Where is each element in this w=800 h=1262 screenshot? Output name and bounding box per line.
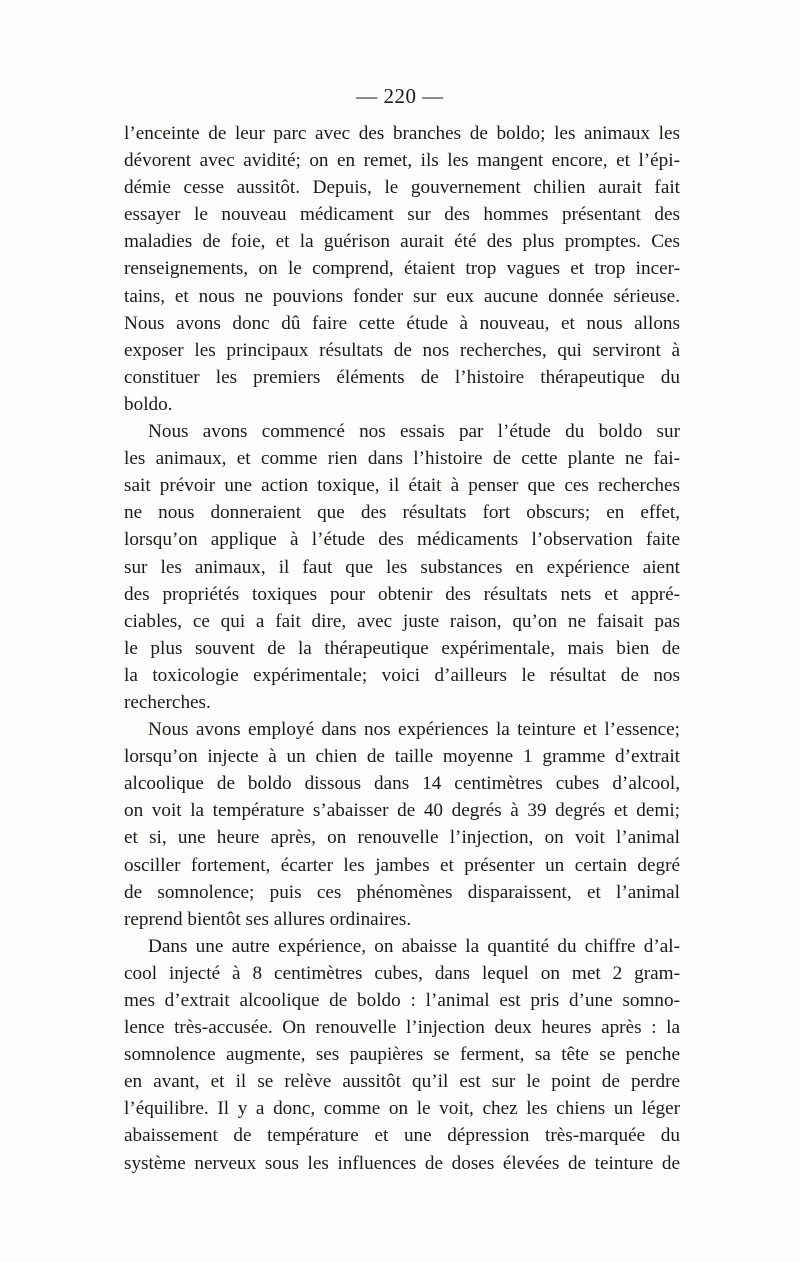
text-line: tains, et nous ne pouvions fonder sur eux aucune donnée sérieuse. bbox=[124, 285, 680, 307]
text-line: Nous avons commencé nos essais par l’étude du boldo sur bbox=[148, 421, 680, 443]
text-line: l’enceinte de leur parc avec des branches de boldo; les animaux les bbox=[124, 123, 680, 144]
body-text bbox=[124, 120, 680, 1177]
text-line: lorsqu’on applique à l’étude des médicaments l’observation faite bbox=[124, 529, 680, 551]
text-line: boldo. bbox=[124, 393, 173, 415]
text-line: reprend bientôt ses allures ordinaires. bbox=[124, 908, 412, 930]
text-line: cool injecté à 8 centimètres cubes, dans lequel on met 2 gram- bbox=[124, 962, 680, 984]
text-line: on voit la température s’abaisser de 40 degrés à 39 degrés et demi; bbox=[124, 800, 680, 822]
text-line: la toxicologie expérimentale; voici d’ailleurs le résultat de nos bbox=[124, 664, 680, 686]
text-line: mes d’extrait alcoolique de boldo : l’animal est pris d’une somno- bbox=[124, 990, 680, 1011]
text-line: essayer le nouveau médicament sur des hommes présentant des bbox=[124, 204, 680, 226]
text-line: en avant, et il se relève aussitôt qu’il est sur le point de perdre bbox=[124, 1071, 680, 1093]
text-line: l’équilibre. Il y a donc, comme on le voit, chez les chiens un léger bbox=[124, 1098, 680, 1120]
text-line: constituer les premiers éléments de l’histoire thérapeutique du bbox=[124, 366, 680, 388]
text-line: de somnolence; puis ces phénomènes disparaissent, et l’animal bbox=[124, 881, 680, 903]
text-line: les animaux, et comme rien dans l’histoire de cette plante ne fai- bbox=[124, 448, 680, 470]
text-line: ciables, ce qui a fait dire, avec juste raison, qu’on ne faisait pas bbox=[124, 610, 680, 632]
text-line: Nous avons donc dû faire cette étude à nouveau, et nous allons bbox=[124, 312, 680, 334]
text-line: osciller fortement, écarter les jambes et présenter un certain degré bbox=[124, 854, 680, 876]
text-line: renseignements, on le comprend, étaient trop vagues et trop incer- bbox=[124, 258, 680, 280]
text-line: ne nous donneraient que des résultats fort obscurs; en effet, bbox=[124, 502, 680, 524]
text-line: sur les animaux, il faut que les substances en expérience aient bbox=[124, 556, 680, 578]
text-line: lence très-accusée. On renouvelle l’injection deux heures après : la bbox=[124, 1017, 680, 1039]
text-line: somnolence augmente, ses paupières se ferment, sa tête se penche bbox=[124, 1044, 680, 1066]
text-line: et si, une heure après, on renouvelle l’injection, on voit l’animal bbox=[124, 827, 680, 849]
text-line: Nous avons employé dans nos expériences la teinture et l’essence; bbox=[148, 719, 680, 741]
text-line: alcoolique de boldo dissous dans 14 centimètres cubes d’alcool, bbox=[124, 773, 680, 795]
text-line: le plus souvent de la thérapeutique expérimentale, mais bien de bbox=[124, 637, 680, 659]
text-line: sait prévoir une action toxique, il était à penser que ces recherches bbox=[124, 475, 680, 497]
page-number: — 220 — bbox=[356, 84, 444, 108]
text-line: système nerveux sous les influences de doses élevées de teinture de bbox=[124, 1152, 680, 1174]
text-line: des propriétés toxiques pour obtenir des résultats nets et appré- bbox=[124, 583, 680, 605]
text-line: dévorent avec avidité; on en remet, ils les mangent encore, et l’épi- bbox=[124, 150, 680, 172]
text-line: maladies de foie, et la guérison aurait été des plus promptes. Ces bbox=[124, 231, 680, 253]
text-line: lorsqu’on injecte à un chien de taille moyenne 1 gramme d’extrait bbox=[124, 746, 680, 768]
text-line: démie cesse aussitôt. Depuis, le gouvernement chilien aurait fait bbox=[124, 177, 680, 199]
text-line: exposer les principaux résultats de nos recherches, qui serviront à bbox=[124, 339, 680, 361]
text-line: Dans une autre expérience, on abaisse la quantité du chiffre d’al- bbox=[148, 935, 680, 957]
text-line: recherches. bbox=[124, 691, 211, 713]
text-line: abaissement de température et une dépression très-marquée du bbox=[124, 1125, 680, 1147]
